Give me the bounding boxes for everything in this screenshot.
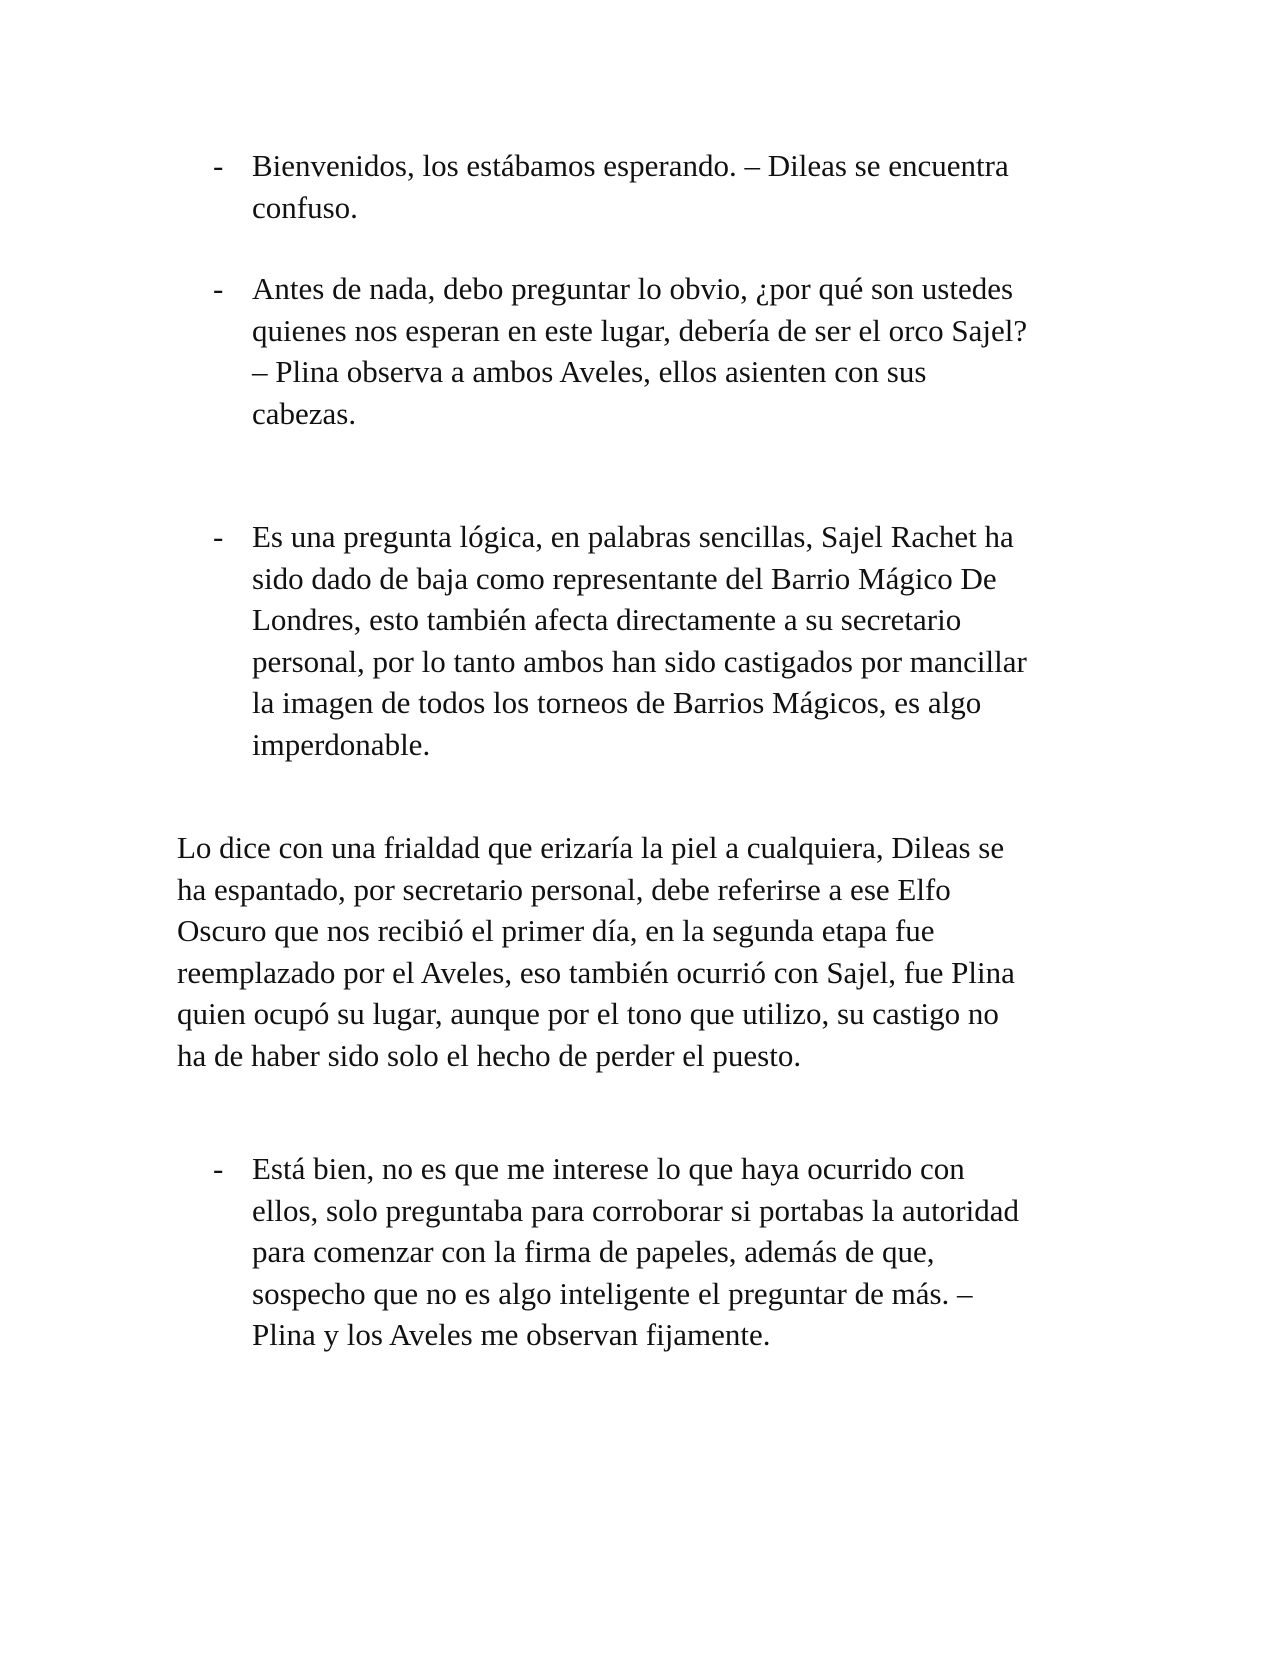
dialogue-paragraph-3 bbox=[213, 516, 1092, 765]
dialogue-dash: - bbox=[213, 271, 224, 306]
text-line: para comenzar con la firma de papeles, además de que, bbox=[252, 1234, 935, 1269]
text-line: sospecho que no es algo inteligente el preguntar de más. – bbox=[252, 1275, 973, 1311]
dialogue-paragraph-2 bbox=[213, 268, 1092, 434]
text-line: Es una pregunta lógica, en palabras sencillas, Sajel Rachet ha bbox=[252, 519, 1014, 554]
text-line: Londres, esto también afecta directamente a su secretario bbox=[252, 602, 962, 637]
text-line: Oscuro que nos recibió el primer día, en la segunda etapa fue bbox=[177, 913, 935, 948]
text-line: la imagen de todos los torneos de Barrios Mágicos, es algo bbox=[252, 685, 982, 720]
text-line: ha espantado, por secretario personal, debe referirse a ese Elfo bbox=[177, 871, 951, 907]
dialogue-paragraph-4 bbox=[213, 1148, 1092, 1356]
dialogue-dash: - bbox=[213, 1151, 224, 1186]
dialogue-paragraph-1 bbox=[213, 145, 1092, 228]
text-line: – Plina observa a ambos Aveles, ellos asienten con sus bbox=[252, 354, 927, 389]
text-line: Lo dice con una frialdad que erizaría la piel a cualquiera, Dileas se bbox=[177, 830, 1005, 865]
text-line: ha de haber sido solo el hecho de perder el puesto. bbox=[177, 1037, 802, 1073]
text-line: cabezas. bbox=[252, 395, 357, 431]
dialogue-dash: - bbox=[213, 519, 224, 554]
dialogue-dash: - bbox=[213, 148, 224, 183]
text-line: confuso. bbox=[252, 189, 358, 225]
text-line: Bienvenidos, los estábamos esperando. – Dileas se encuentra bbox=[252, 148, 1009, 183]
text-line: Está bien, no es que me interese lo que haya ocurrido con bbox=[252, 1151, 965, 1186]
text-line: ellos, solo preguntaba para corroborar si portabas la autoridad bbox=[252, 1192, 1019, 1228]
text-line: sido dado de baja como representante del Barrio Mágico De bbox=[252, 560, 997, 596]
text-line: imperdonable. bbox=[252, 726, 431, 762]
text-line: Antes de nada, debo preguntar lo obvio, ¿por qué son ustedes bbox=[252, 271, 1014, 306]
text-line: quienes nos esperan en este lugar, debería de ser el orco Sajel? bbox=[252, 312, 1028, 348]
text-line: Plina y los Aveles me observan fijamente. bbox=[252, 1317, 771, 1352]
text-line: personal, por lo tanto ambos han sido castigados por mancillar bbox=[252, 643, 1027, 679]
text-line: reemplazado por el Aveles, eso también ocurrió con Sajel, fue Plina bbox=[177, 954, 1015, 990]
text-line: quien ocupó su lugar, aunque por el tono que utilizo, su castigo no bbox=[177, 996, 999, 1031]
narration-paragraph bbox=[177, 827, 1092, 1076]
